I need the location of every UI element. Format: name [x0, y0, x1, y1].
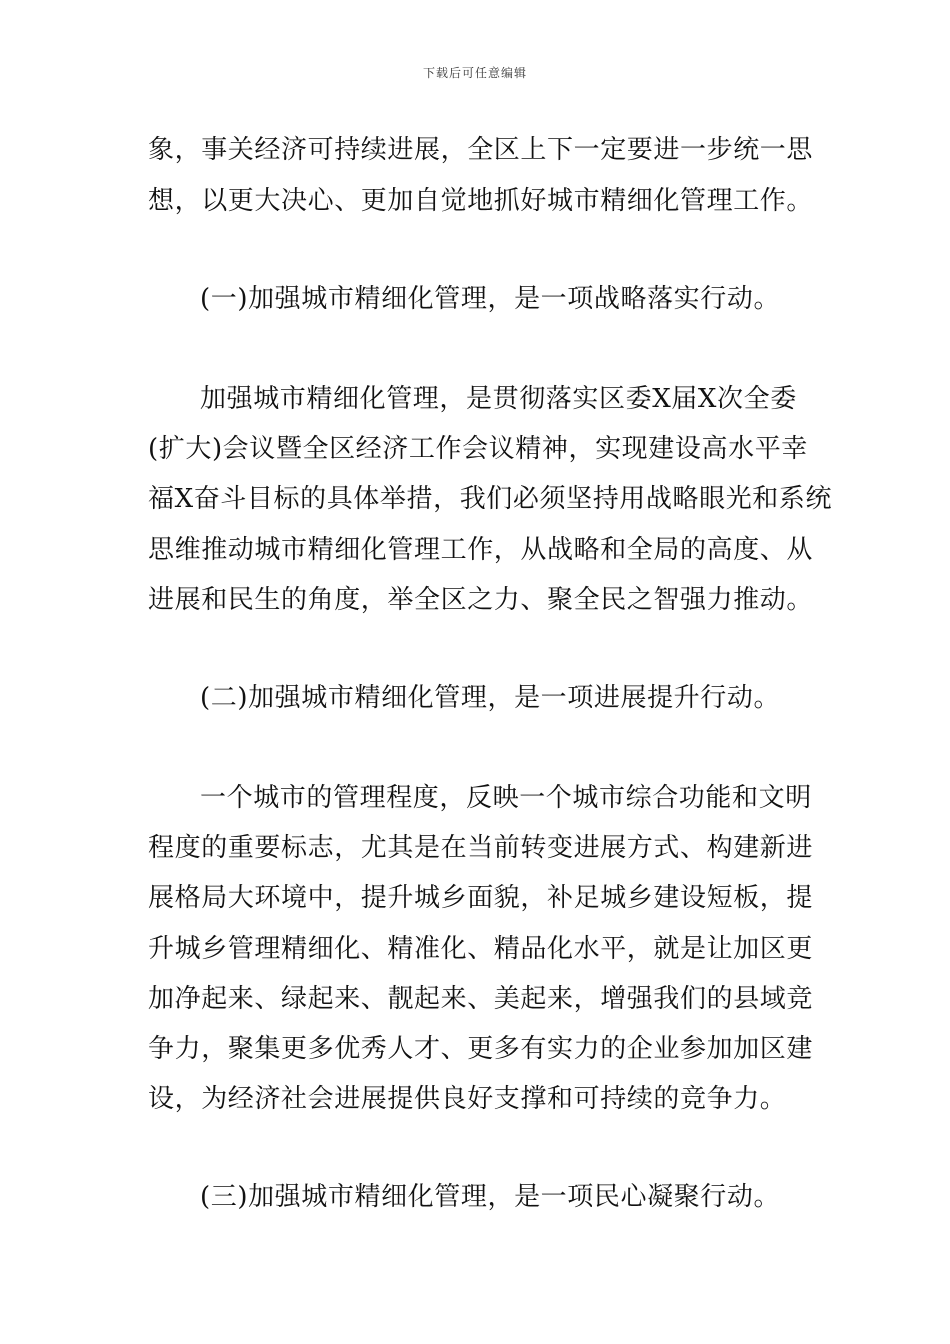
paragraph-line: 加强城市精细化管理，是贯彻落实区委X届X次全委	[200, 384, 797, 414]
paragraph-line: 展格局大环境中，提升城乡面貌，补足城乡建设短板，提	[148, 883, 814, 913]
paragraph-line: 思维推动城市精细化管理工作，从战略和全局的高度、从	[148, 535, 814, 565]
paragraph-line: 升城乡管理精细化、精准化、精品化水平，就是让加区更	[148, 934, 814, 964]
paragraph-line: (扩大)会议暨全区经济工作会议精神，实现建设高水平幸	[148, 434, 808, 464]
section-heading: (二)加强城市精细化管理，是一项进展提升行动。	[200, 683, 781, 713]
paragraph-line: 设，为经济社会进展提供良好支撑和可持续的竞争力。	[148, 1084, 787, 1114]
paragraph-line: 象，事关经济可持续进展，全区上下一定要进一步统一思	[148, 135, 814, 165]
paragraph-line: 争力，聚集更多优秀人才、更多有实力的企业参加加区建	[148, 1034, 814, 1064]
page-header: 下载后可任意编辑	[422, 66, 527, 80]
paragraph-line: 程度的重要标志，尤其是在当前转变进展方式、构建新进	[148, 833, 814, 863]
paragraph-line: 想，以更大决心、更加自觉地抓好城市精细化管理工作。	[148, 186, 814, 216]
paragraph-line: 一个城市的管理程度，反映一个城市综合功能和文明	[200, 783, 812, 813]
paragraph-line: 进展和民生的角度，举全区之力、聚全民之智强力推动。	[148, 585, 814, 615]
paragraph-line: 福X奋斗目标的具体举措，我们必须坚持用战略眼光和系统	[148, 484, 833, 514]
paragraph-line: 加净起来、绿起来、靓起来、美起来，增强我们的县域竞	[148, 984, 814, 1014]
section-heading: (一)加强城市精细化管理，是一项战略落实行动。	[200, 284, 781, 314]
section-heading: (三)加强城市精细化管理，是一项民心凝聚行动。	[200, 1182, 781, 1212]
